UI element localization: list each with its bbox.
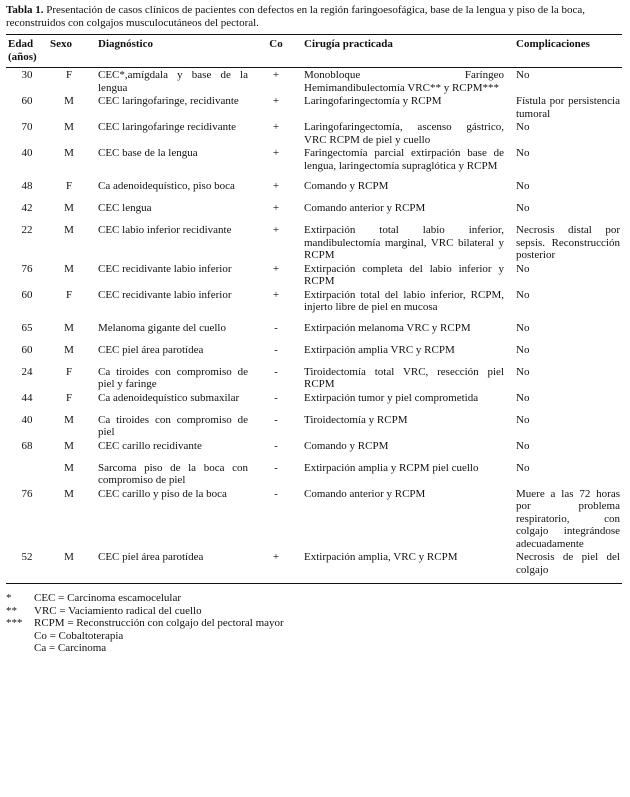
table-caption	[6, 4, 622, 30]
cell-diagnostico: Sarcoma piso de la boca con compromiso de piel	[98, 461, 248, 486]
cell-co: +	[272, 288, 280, 301]
cell-sexo: M	[64, 461, 74, 474]
cell-complicaciones: Fístula por persistencia tumoral	[516, 95, 620, 120]
cell-complicaciones: No	[516, 262, 530, 275]
cell-co: -	[274, 365, 278, 378]
cell-diagnostico: Ca tiroides con compromiso de piel y faringe	[98, 365, 248, 390]
cell-co: +	[272, 202, 280, 214]
cell-edad: 52	[21, 551, 33, 563]
footnote-mark	[6, 630, 34, 643]
cell-co: +	[272, 147, 280, 159]
cell-complicaciones: No	[516, 343, 530, 356]
table-row	[6, 461, 622, 487]
table-row	[6, 439, 622, 461]
table-row	[6, 120, 622, 146]
cell-cirugia: Extirpación amplia VRC y RCPM	[304, 343, 455, 356]
footnote	[6, 605, 622, 618]
cell-cirugia: Tiroidectomía y RCPM	[304, 413, 408, 426]
table-row	[6, 365, 622, 391]
header-co: Co	[269, 38, 283, 50]
cell-diagnostico: Melanoma gigante del cuello	[98, 321, 226, 334]
cell-co: -	[274, 413, 278, 426]
cell-cirugia: Laringofaringectomía, ascenso gástrico, VRC RCPM de piel y cuello	[304, 121, 504, 146]
footnote-mark: *	[6, 592, 12, 604]
cell-edad: 60	[21, 288, 33, 301]
cell-sexo: M	[64, 413, 74, 426]
cell-sexo: M	[64, 321, 74, 334]
cell-co: -	[274, 343, 278, 356]
cell-cirugia: Faringectomía parcial extirpación base de lengua, laringectomía supraglótica y RCPM	[304, 147, 504, 172]
cell-co: +	[272, 262, 280, 275]
cell-edad: 40	[21, 147, 33, 159]
footnote-mark: ***	[6, 617, 23, 629]
cell-complicaciones: No	[516, 365, 530, 378]
cell-co: +	[272, 95, 280, 107]
footnote-text: Ca = Carcinoma	[34, 642, 107, 654]
caption-label: Tabla 1.	[6, 4, 44, 16]
cell-co: +	[272, 121, 280, 133]
footnote-text: VRC = Vaciamiento radical del cuello	[34, 604, 202, 617]
cell-edad: 60	[21, 95, 33, 107]
table-row	[6, 343, 622, 365]
cell-edad: 76	[21, 487, 33, 500]
table-row	[6, 288, 622, 321]
cell-edad: 48	[21, 180, 33, 192]
cell-co: +	[272, 551, 280, 563]
table-row	[6, 223, 622, 262]
header-complicaciones: Complicaciones	[516, 38, 590, 50]
footnote-mark: **	[6, 604, 17, 617]
cell-sexo: M	[64, 262, 74, 275]
cell-edad: 70	[21, 121, 33, 133]
cell-complicaciones: No	[516, 147, 530, 159]
cell-co: -	[274, 321, 278, 334]
cell-diagnostico: CEC base de la lengua	[98, 147, 198, 159]
table-row	[6, 487, 622, 551]
cell-co: +	[272, 224, 280, 236]
table-row	[6, 262, 622, 288]
cell-complicaciones: No	[516, 413, 530, 426]
cases-table	[6, 35, 622, 583]
footnote-mark	[6, 642, 34, 655]
cell-sexo: M	[64, 202, 74, 214]
table-row	[6, 94, 622, 120]
cell-diagnostico: CEC recidivante labio inferior	[98, 262, 232, 275]
cell-sexo: M	[64, 95, 74, 107]
cell-co: -	[274, 461, 278, 474]
cell-co: -	[274, 487, 278, 500]
cell-complicaciones: Necrosis distal por sepsis. Reconstrucción posterior	[516, 224, 620, 261]
cell-co: +	[272, 180, 280, 192]
table-body	[6, 68, 622, 584]
table-row	[6, 68, 622, 95]
cell-edad: 42	[21, 202, 33, 214]
cell-co: +	[272, 69, 280, 81]
cell-diagnostico: Ca adenoidequístico submaxilar	[98, 391, 240, 404]
cell-complicaciones: No	[516, 461, 530, 474]
cell-cirugia: Comando y RCPM	[304, 439, 389, 452]
header-cirugia: Cirugía practicada	[304, 38, 393, 50]
table-row	[6, 146, 622, 179]
cell-cirugia: Comando anterior y RCPM	[304, 202, 426, 214]
table-header-row	[6, 35, 622, 68]
header-diagnostico: Diagnóstico	[98, 38, 153, 50]
cell-cirugia: Extirpación completa del labio inferior y RCPM	[304, 262, 504, 287]
cell-edad: 40	[21, 413, 33, 426]
cell-diagnostico: CEC laringofaringe recidivante	[98, 121, 237, 133]
cell-co: -	[274, 439, 278, 452]
footnote	[6, 642, 622, 655]
cell-sexo: F	[65, 391, 73, 404]
footnote	[6, 617, 622, 630]
cell-edad: 76	[21, 262, 33, 275]
cell-diagnostico: CEC*,amígdala y base de la lengua	[98, 69, 248, 94]
cell-complicaciones: No	[516, 288, 530, 301]
cell-cirugia: Extirpación total del labio inferior, RCPM, injerto libre de piel en mucosa	[304, 288, 504, 313]
cell-cirugia: Extirpación amplia, VRC y RCPM	[304, 551, 458, 563]
cell-complicaciones: Muere a las 72 horas por problema respiratorio, con colgajo integrándose adecuadamente	[516, 487, 620, 550]
cell-cirugia: Comando anterior y RCPM	[304, 487, 426, 500]
cell-edad: 22	[21, 224, 33, 236]
cell-sexo: F	[65, 180, 73, 192]
cell-diagnostico: CEC carillo y piso de la boca	[98, 487, 227, 500]
cell-cirugia: Extirpación tumor y piel comprometida	[304, 391, 479, 404]
table-row	[6, 321, 622, 343]
caption-text: Presentación de casos clínicos de pacientes con defectos en la región faringoesofágica, base de la lengua y piso de la boca, reconstruidos con colgajos musculocutáneos del pectoral.	[6, 4, 586, 29]
cell-diagnostico: CEC piel área parotídea	[98, 343, 204, 356]
cell-diagnostico: CEC carillo recidivante	[98, 439, 202, 452]
table-row	[6, 391, 622, 413]
cell-sexo: M	[64, 224, 74, 236]
cell-complicaciones: No	[516, 69, 530, 81]
cell-sexo: M	[64, 487, 74, 500]
cell-edad: 24	[21, 365, 33, 378]
cell-complicaciones: No	[516, 439, 530, 452]
footnotes	[6, 583, 622, 655]
table-row	[6, 413, 622, 439]
cell-cirugia: Tiroidectomía total VRC, resección piel RCPM	[304, 365, 504, 390]
cell-sexo: M	[64, 343, 74, 356]
cell-complicaciones: No	[516, 202, 530, 214]
footnote-text: RCPM = Reconstrucción con colgajo del pectoral mayor	[34, 617, 284, 629]
cell-complicaciones: No	[516, 321, 530, 334]
cell-complicaciones: No	[516, 121, 530, 133]
cell-diagnostico: CEC recidivante labio inferior	[98, 288, 232, 301]
cell-cirugia: Laringofaringectomía y RCPM	[304, 95, 442, 107]
cell-diagnostico: Ca adenoidequístico, piso boca	[98, 180, 235, 192]
cell-diagnostico: CEC labio inferior recidivante	[98, 224, 232, 236]
cell-co: -	[274, 391, 278, 404]
cell-complicaciones: No	[516, 391, 530, 404]
cell-cirugia: Extirpación total labio inferior, mandibulectomía marginal, VRC bilateral y RCPM	[304, 224, 504, 261]
cell-edad: 68	[21, 439, 33, 452]
cell-diagnostico: CEC piel área parotídea	[98, 551, 204, 563]
cell-sexo: M	[64, 147, 74, 159]
cell-edad: 44	[21, 391, 33, 404]
footnote-text: CEC = Carcinoma escamocelular	[34, 592, 182, 604]
cell-cirugia: Extirpación melanoma VRC y RCPM	[304, 321, 471, 334]
table-row	[6, 550, 622, 583]
footnote-text: Co = Cobaltoterapia	[34, 629, 124, 642]
cell-sexo: M	[64, 439, 74, 452]
cell-diagnostico: Ca tiroides con compromiso de piel	[98, 413, 248, 438]
cell-diagnostico: CEC lengua	[98, 202, 152, 214]
cell-cirugia: Monobloque Faríngeo Hemimandibulectomía VRC** y RCPM***	[304, 69, 504, 94]
header-edad: Edad (años)	[8, 38, 37, 63]
cell-sexo: M	[64, 121, 74, 133]
cell-sexo: F	[65, 365, 73, 378]
cell-complicaciones: Necrosis de piel del colgajo	[516, 551, 620, 576]
footnote	[6, 592, 622, 605]
table-row	[6, 201, 622, 223]
cell-sexo: F	[65, 69, 73, 81]
cell-sexo: F	[65, 288, 73, 301]
header-sexo: Sexo	[50, 38, 72, 50]
cell-complicaciones: No	[516, 180, 530, 192]
table-row	[6, 179, 622, 201]
cell-cirugia: Comando y RCPM	[304, 180, 389, 192]
cell-cirugia: Extirpación amplia y RCPM piel cuello	[304, 461, 479, 474]
footnote	[6, 630, 622, 643]
cell-edad	[6, 461, 48, 487]
cell-edad: 60	[21, 343, 33, 356]
cell-edad: 65	[21, 321, 33, 334]
cell-sexo: M	[64, 551, 74, 563]
cell-edad: 30	[21, 69, 33, 81]
cell-diagnostico: CEC laringofaringe, recidivante	[98, 95, 239, 107]
